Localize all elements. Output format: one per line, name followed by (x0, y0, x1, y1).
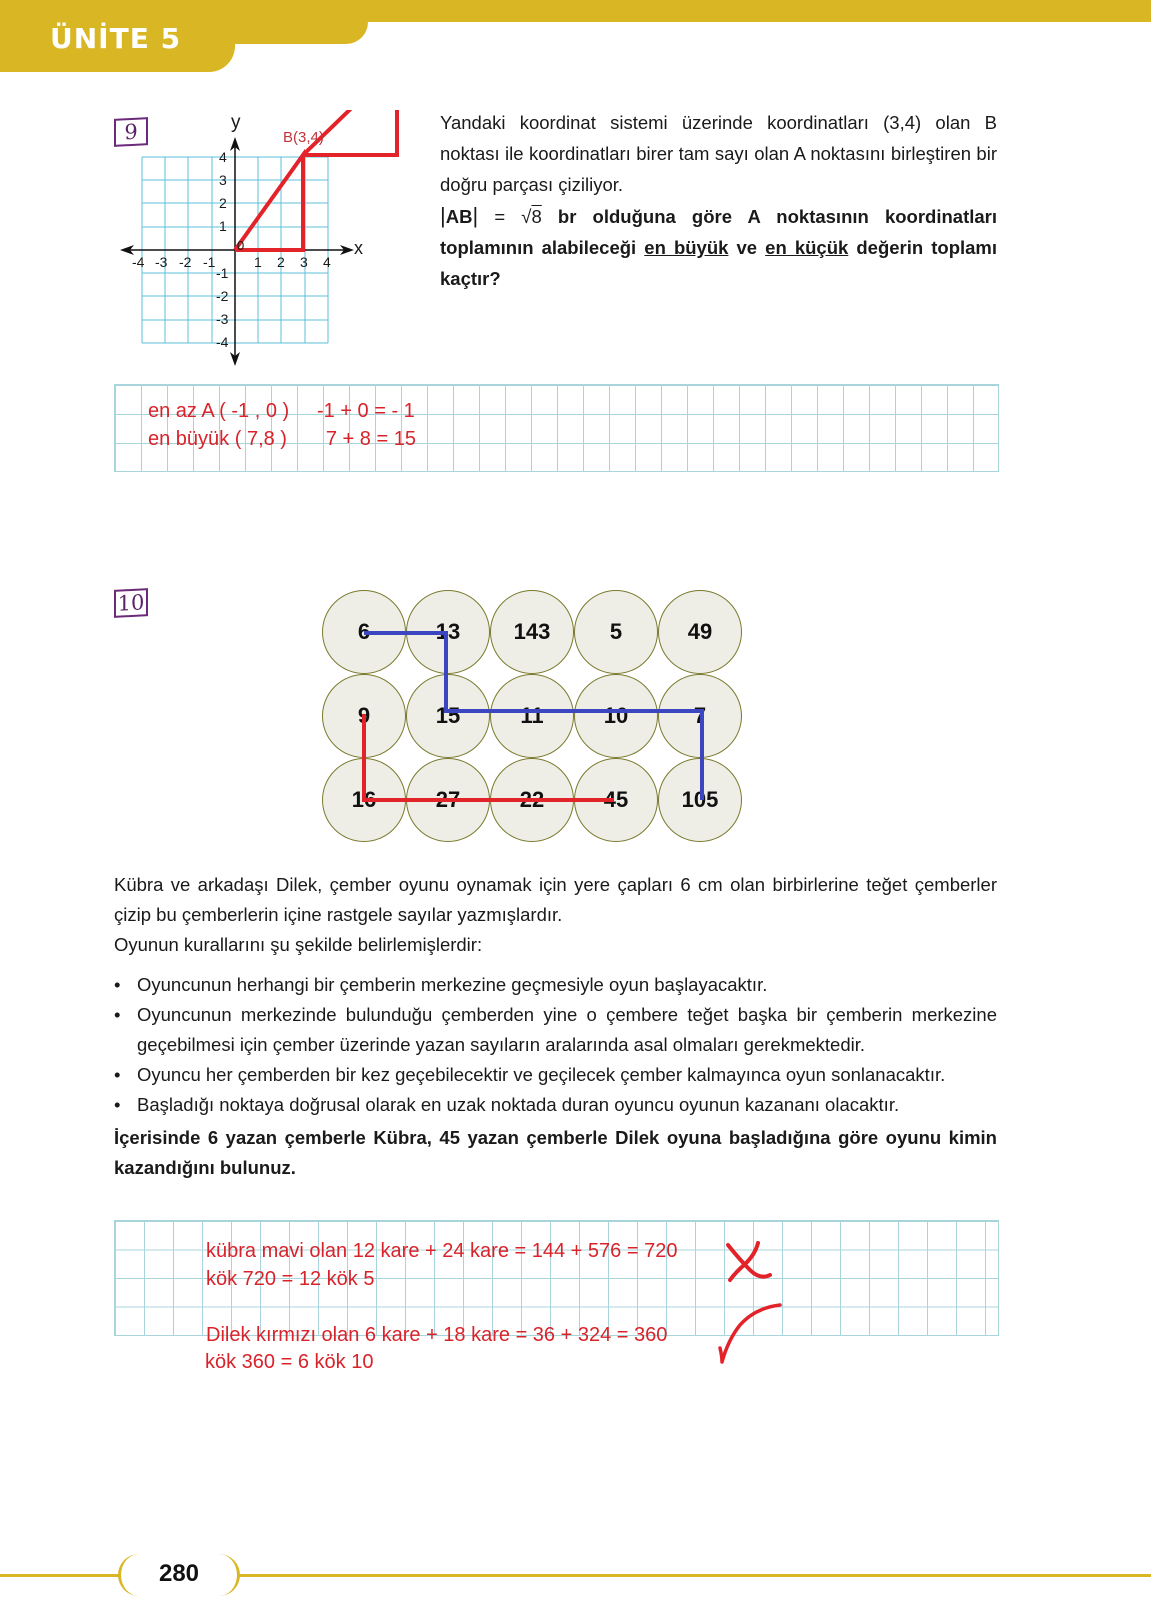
circle-cell: 13 (406, 590, 490, 674)
circle-game-board (322, 590, 742, 843)
question-9-intro: Yandaki koordinat sistemi üzerinde koordinatları (3,4) olan B noktası ile koordinatları birer tam sayı olan A noktasını birleştiren bir doğru parçası çiziliyor. (440, 112, 997, 195)
answer-grid-9 (114, 384, 999, 472)
point-b-label: B(3,4) (283, 129, 324, 146)
y-tick: -4 (216, 334, 229, 350)
underline-en-buyuk: en büyük (644, 237, 729, 258)
circle-cell: 16 (322, 758, 406, 842)
circle-cell: 7 (658, 674, 742, 758)
x-tick: 2 (277, 254, 285, 270)
rule-item: • Oyuncunun merkezinde bulunduğu çemberden yine o çembere teğet başka bir çemberin merkezine geçebilmesi için çember üzerinde yazan sayıların aralarında asal olmaları gerekmektedir. (114, 1000, 997, 1060)
page-number: 280 (158, 1560, 200, 1587)
rule-item: • Oyuncunun herhangi bir çemberin merkezine geçmesiyle oyun başlayacaktır. (114, 970, 997, 1000)
sqrt-icon: √ (521, 206, 532, 227)
answer-line: en büyük ( 7,8 ) 7 + 8 = 15 (148, 428, 416, 450)
x-tick: 3 (300, 254, 308, 270)
path-overlay (322, 590, 742, 843)
rules-intro: Oyunun kurallarını şu şekilde belirlemişlerdir: (114, 934, 483, 955)
question-number-badge: 9 (114, 117, 148, 147)
y-tick: -2 (216, 288, 229, 304)
x-tick: -4 (132, 254, 145, 270)
y-tick: 4 (219, 149, 227, 165)
y-tick: 2 (219, 195, 227, 211)
question-10-text (114, 870, 997, 1183)
circle-cell: 27 (406, 758, 490, 842)
answer-line: en az A ( -1 , 0 ) -1 + 0 = - 1 (148, 400, 415, 422)
y-axis-label: y (231, 112, 241, 133)
circle-cell: 6 (322, 590, 406, 674)
circle-cell: 10 (574, 674, 658, 758)
circle-cell: 5 (574, 590, 658, 674)
question-number-badge: 10 (114, 588, 148, 618)
circle-cell: 49 (658, 590, 742, 674)
y-tick: -1 (216, 265, 229, 281)
origin-label: 0 (237, 238, 245, 253)
x-tick: -1 (203, 254, 216, 270)
coordinate-graph (110, 110, 430, 375)
story-paragraph: Kübra ve arkadaşı Dilek, çember oyunu oynamak için yere çapları 6 cm olan birbirlerine teğet çemberler çizip bu çemberlerin içine rastgele sayılar yazmışlardır. (114, 874, 997, 925)
y-tick: 1 (219, 218, 227, 234)
y-tick: -3 (216, 311, 229, 327)
circle-cell: 11 (490, 674, 574, 758)
circle-cell: 45 (574, 758, 658, 842)
sqrt-value: 8 (531, 206, 542, 227)
question-9-text (440, 107, 997, 294)
underline-en-kucuk: en küçük (765, 237, 849, 258)
circle-cell: 22 (490, 758, 574, 842)
answer-line-dilek-root: kök 360 = 6 kök 10 (205, 1351, 374, 1373)
circle-cell: 143 (490, 590, 574, 674)
x-tick: 1 (254, 254, 262, 270)
x-tick: -3 (155, 254, 168, 270)
x-tick: 4 (323, 254, 331, 270)
circle-cell: 15 (406, 674, 490, 758)
segment-ab: AB (445, 206, 473, 227)
answer-line-dilek: Dilek kırmızı olan 6 kare + 18 kare = 36 + 324 = 360 (206, 1324, 668, 1346)
x-tick: -2 (179, 254, 192, 270)
rules-list (114, 970, 997, 1120)
circle-cell: 9 (322, 674, 406, 758)
question-10-prompt: İçerisinde 6 yazan çemberle Kübra, 45 yazan çemberle Dilek oyuna başladığına göre oyunu kimin kazandığını bulunuz. (114, 1127, 997, 1178)
x-axis-label: x (354, 238, 363, 258)
circle-cell: 105 (658, 758, 742, 842)
y-tick: 3 (219, 172, 227, 188)
answer-line-kubra-root: kök 720 = 12 kök 5 (206, 1268, 375, 1290)
question-9-prompt: |AB| = √8 br olduğuna göre A noktasının koordinatları toplamının alabileceği en büyük ve en küçük değerin toplamı kaçtır? (440, 203, 998, 289)
answer-grid-10 (114, 1220, 999, 1346)
rule-item: • Başladığı noktaya doğrusal olarak en uzak noktada duran oyuncu oyunun kazananı olacaktır. (114, 1090, 997, 1120)
check-mark-icon (700, 1290, 810, 1380)
unit-title: ÜNİTE 5 (50, 22, 182, 55)
answer-line-kubra: kübra mavi olan 12 kare + 24 kare = 144 + 576 = 720 (206, 1240, 678, 1262)
rule-item: • Oyuncu her çemberden bir kez geçebilecektir ve geçilecek çember kalmayınca oyun sonlanacaktır. (114, 1060, 997, 1090)
